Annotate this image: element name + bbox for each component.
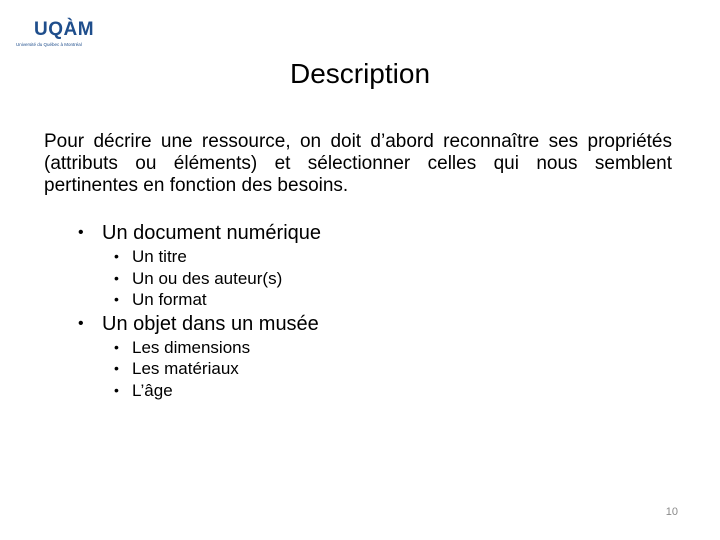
sub-list-item-label: L’âge [132,380,173,400]
intro-paragraph: Pour décrire une ressource, on doit d’abord reconnaître ses propriétés (attributs ou éléments) et sélectionner celles qui nous semblent pertinentes en fonction des besoins. [44,131,672,196]
sub-list-item [114,337,638,359]
sub-list-document [78,246,638,311]
bullet-icon: • [114,338,119,355]
bullet-list [78,220,638,401]
sub-list-item [114,358,638,380]
bullet-icon: • [114,291,119,307]
logo-wordmark: UQÀM [34,19,95,40]
logo-subtitle: Université du Québec à Montréal [16,42,82,47]
list-item-label: Un objet dans un musée [102,312,319,335]
page-number: 10 [665,506,678,518]
sub-list-item [114,289,638,311]
sub-list-item-label: Un titre [132,247,187,266]
slide-title-text: Description [289,58,431,89]
sub-list-item [114,246,638,268]
bullet-icon: • [114,269,119,286]
list-item-objet-musee [78,311,638,337]
sub-list-item-label: Les dimensions [132,337,251,357]
sub-list-item-label: Les matériaux [132,359,239,378]
uqam-logo [16,20,96,50]
sub-list-item [114,380,638,402]
list-item-label: Un document numérique [102,222,322,244]
list-item-document-numerique [78,220,638,246]
sub-list-musee [78,337,638,402]
bullet-icon: • [114,360,119,376]
slide-title [0,56,720,92]
bullet-icon: • [78,224,84,241]
sub-list-item [114,268,638,290]
sub-list-item-label: Un format [132,290,207,309]
bullet-icon: • [114,248,119,264]
bullet-icon: • [78,314,84,332]
sub-list-item-label: Un ou des auteur(s) [132,268,283,288]
bullet-icon: • [114,381,119,398]
